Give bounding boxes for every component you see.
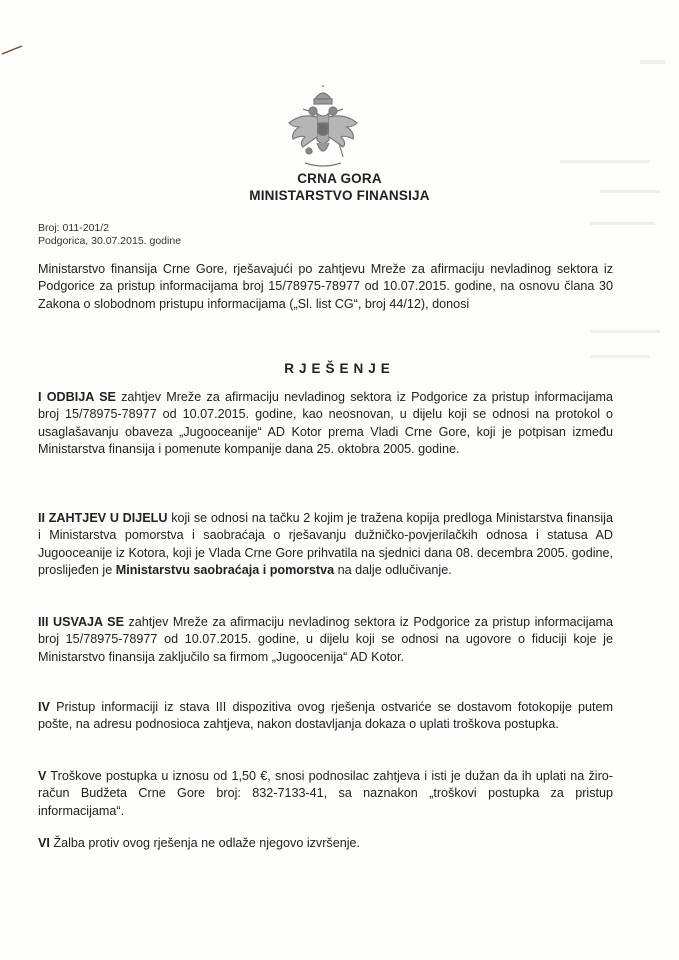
section-vi [38, 835, 613, 852]
section-ii-lead: II ZAHTJEV U DIJELU [38, 511, 168, 525]
section-i-text: zahtjev Mreže za afirmaciju nevladinog sektora iz Podgorice za pristup informacijama broj 15/78975-78977 od 10.07.2015. godine, kao neosnovan, u dijelu koji se odnosi na protokol o usaglašavanju obaveza „Jugooceanije“ AD Kotor prema Vladi Crne Gore, koji je potpisan između Ministarstva finansija i pomenute kompanije dana 25. oktobra 2005. godine. [38, 390, 613, 456]
ministry-heading: MINISTARSTVO FINANSIJA [249, 188, 430, 203]
place-and-date: Podgorica, 30.07.2015. godine [38, 235, 182, 247]
section-iv [38, 699, 613, 734]
section-iii-lead: III USVAJA SE [38, 615, 124, 629]
section-iii [38, 614, 613, 666]
section-i [38, 389, 613, 458]
section-i-lead: I ODBIJA SE [38, 390, 116, 404]
section-ii-text: koji se odnosi na tačku 2 kojim je tražena kopija predloga Ministarstva finansija i Ministarstva pomorstva i saobraćaja o rješavanju dužničko-povjerilačkih odnosa i statusa AD Jugooceanije iz Kotora, koji je Vlada Crne Gore prihvatila na sjednici dana 08. decembra 2005. godine, proslijeđen je [38, 511, 613, 577]
section-v-lead: V [38, 769, 47, 783]
intro-paragraph: Ministarstvo finansija Crne Gore, rješavajući po zahtjevu Mreže za afirmaciju nevladinog sektora iz Podgorice za pristup informacijama broj 15/78975-78977 od 10.07.2015. godine, na osnovu člana 30 Zakona o slobodnom pristupu informacijama („Sl. list CG“, broj 44/12), donosi [38, 262, 613, 311]
section-ii-tail: na dalje odlučivanje. [334, 562, 452, 577]
section-iv-lead: IV [38, 700, 50, 714]
section-vi-lead: VI [38, 836, 50, 850]
decision-title: RJEŠENJE [284, 361, 395, 376]
country-heading: CRNA GORA [297, 171, 382, 186]
section-v-text: Troškove postupka u iznosu od 1,50 €, snosi podnosilac zahtjeva i isti je dužan da ih uplati na žiro-račun Budžeta Crne Gore broj: 832-7133-41, sa naznakon „troškovi postupka za pristup informacijama“. [38, 769, 613, 818]
montenegro-coat-of-arms-icon [283, 85, 363, 170]
section-ii-recipient: Ministarstvu saobraćaja i pomorstva [115, 562, 335, 577]
section-ii [38, 510, 613, 579]
section-vi-text: Žalba protiv ovog rješenja ne odlaže njegovo izvršenje. [49, 836, 361, 850]
reference-number: Broj: 011-201/2 [38, 222, 110, 234]
section-iii-text: zahtjev Mreže za afirmaciju nevladinog sektora iz Podgorice za pristup informacijama broj 15/78975-78977 od 10.07.2015. godine, u dijelu koji se odnosi na ugovore o fiduciji koje je Ministarstvo finansija zaključilo sa firmom „Jugoocenija“ AD Kotor. [38, 615, 614, 664]
section-iv-text: Pristup informaciji iz stava III dispozitiva ovog rješenja ostvariće se dostavom fotokopije putem pošte, na adresu podnosioca zahtjeva, nakon dostavljanja dokaza o uplati troškova postupka. [38, 700, 613, 732]
pen-mark [0, 40, 40, 60]
section-v [38, 768, 613, 820]
